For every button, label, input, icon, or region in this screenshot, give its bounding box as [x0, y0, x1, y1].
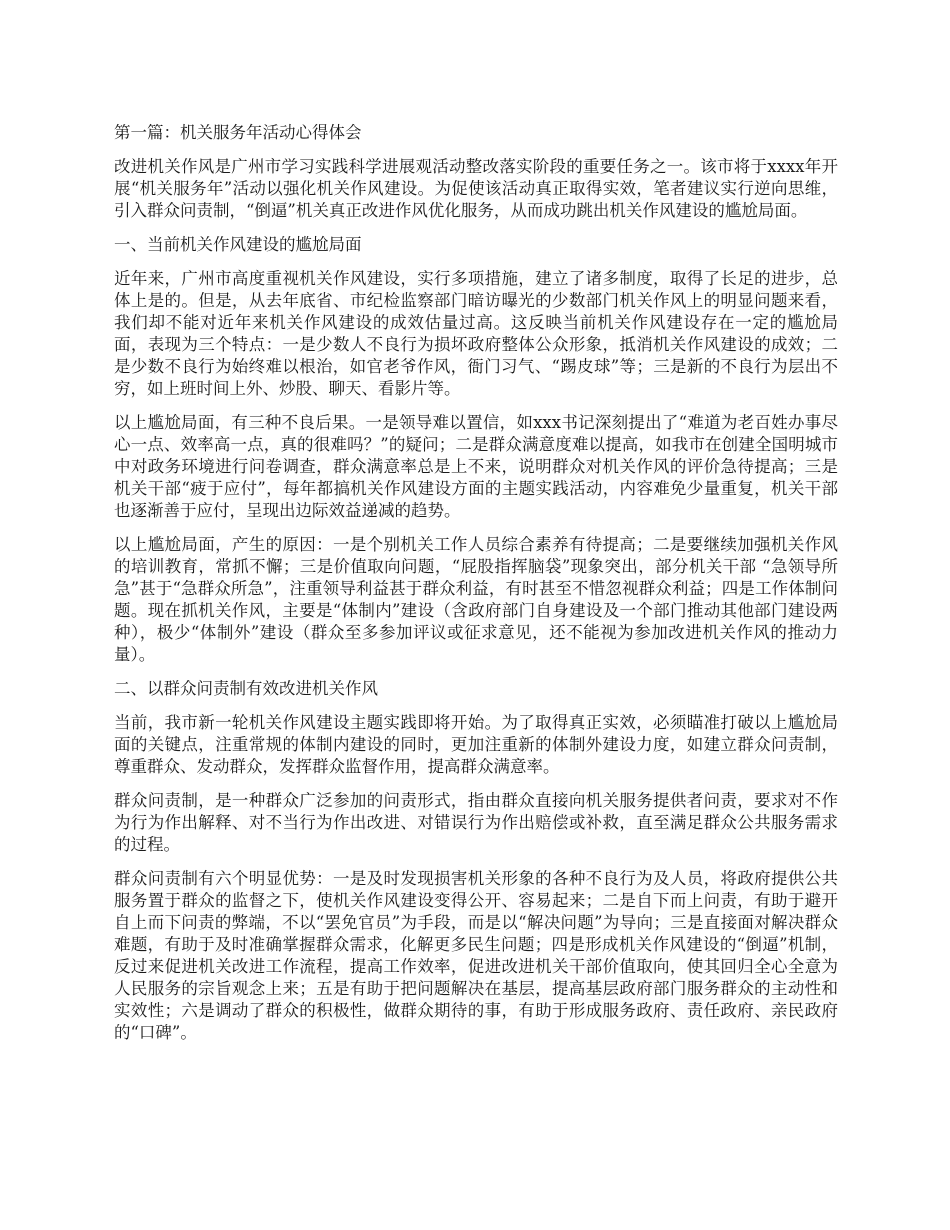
paragraph-situation: 近年来，广州市高度重视机关作风建设，实行多项措施，建立了诸多制度，取得了长足的进步，总体上是的。但是，从去年底省、市纪检监察部门暗访曝光的少数部门机关作风上的明显问题来看，我们却不能对近年来机关作风建设的成效估量过高。这反映当前机关作风建设存在一定的尴尬局面，表现为三个特点：一是少数人不良行为损坏政府整体公众形象，抵消机关作风建设的成效；二是少数不良行为始终难以根治，如官老爷作风，衙门习气、“踢皮球”等；三是新的不良行为层出不穷，如上班时间上外、炒股、聊天、看影片等。: [114, 269, 838, 398]
document-body: [114, 122, 838, 1056]
paragraph-advantages: 群众问责制有六个明显优势：一是及时发现损害机关形象的各种不良行为及人员，将政府提供公共服务置于群众的监督之下，使机关作风建设变得公开、容易起来；二是自下而上问责，有助于避开自上而下问责的弊端，不以“罢免官员”为手段，而是以“解决问题”为导向；三是直接面对解决群众难题，有助于及时准确掌握群众需求，化解更多民生问题；四是形成机关作风建设的“倒逼”机制，反过来促进机关改进工作流程，提高工作效率，促进改进机关干部价值取向，使其回归全心全意为人民服务的宗旨观念上来；五是有助于把问题解决在基层，提高基层政府部门服务群众的主动性和实效性；六是调动了群众的积极性，做群众期待的事，有助于形成服务政府、责任政府、亲民政府的“口碑”。: [114, 869, 838, 1042]
paragraph-causes: 以上尴尬局面，产生的原因：一是个别机关工作人员综合素养有待提高；二是要继续加强机关作风的培训教育，常抓不懈；三是价值取向问题，“屁股指挥脑袋”现象突出，部分机关干部 “急领导所急”甚于“急群众所急”，注重领导利益甚于群众利益，有时甚至不惜忽视群众利益；四是工作体制问题。现在抓机关作风，主要是“体制内”建设（含政府部门自身建设及一个部门推动其他部门建设两种），极少“体制外”建设（群众至多参加评议或征求意见，还不能视为参加改进机关作风的推动力量）。: [114, 535, 838, 664]
paragraph-definition: 群众问责制，是一种群众广泛参加的问责形式，指由群众直接向机关服务提供者问责，要求对不作为行为作出解释、对不当行为作出改进、对错误行为作出赔偿或补救，直至满足群众公共服务需求的过程。: [114, 791, 838, 854]
paragraph-consequences: 以上尴尬局面，有三种不良后果。一是领导难以置信，如xxx书记深刻提出了“难道为老百姓办事尽心一点、效率高一点，真的很难吗？”的疑问；二是群众满意度难以提高，如我市在创建全国明城市中对政务环境进行问卷调查，群众满意率总是上不来，说明群众对机关作风的评价急待提高；三是机关干部“疲于应付”，每年都搞机关作风建设方面的主题实践活动，内容难免少量重复，机关干部也逐渐善于应付，呈现出边际效益递减的趋势。: [114, 413, 838, 520]
paragraph-intro: 改进机关作风是广州市学习实践科学进展观活动整改落实阶段的重要任务之一。该市将于xxxx年开展“机关服务年”活动以强化机关作风建设。为促使该活动真正取得实效，笔者建议实行逆向思维，引入群众问责制，“倒逼”机关真正改进作风优化服务，从而成功跳出机关作风建设的尴尬局面。: [114, 157, 838, 220]
paragraph-current: 当前，我市新一轮机关作风建设主题实践即将开始。为了取得真正实效，必须瞄准打破以上尴尬局面的关键点，注重常规的体制内建设的同时，更加注重新的体制外建设力度，如建立群众问责制，尊重群众、发动群众，发挥群众监督作用，提高群众满意率。: [114, 713, 838, 776]
section-heading-1: 一、当前机关作风建设的尴尬局面: [114, 235, 362, 254]
section-heading-2: 二、以群众问责制有效改进机关作风: [114, 679, 378, 698]
document-title: 第一篇：机关服务年活动心得体会: [114, 123, 362, 142]
